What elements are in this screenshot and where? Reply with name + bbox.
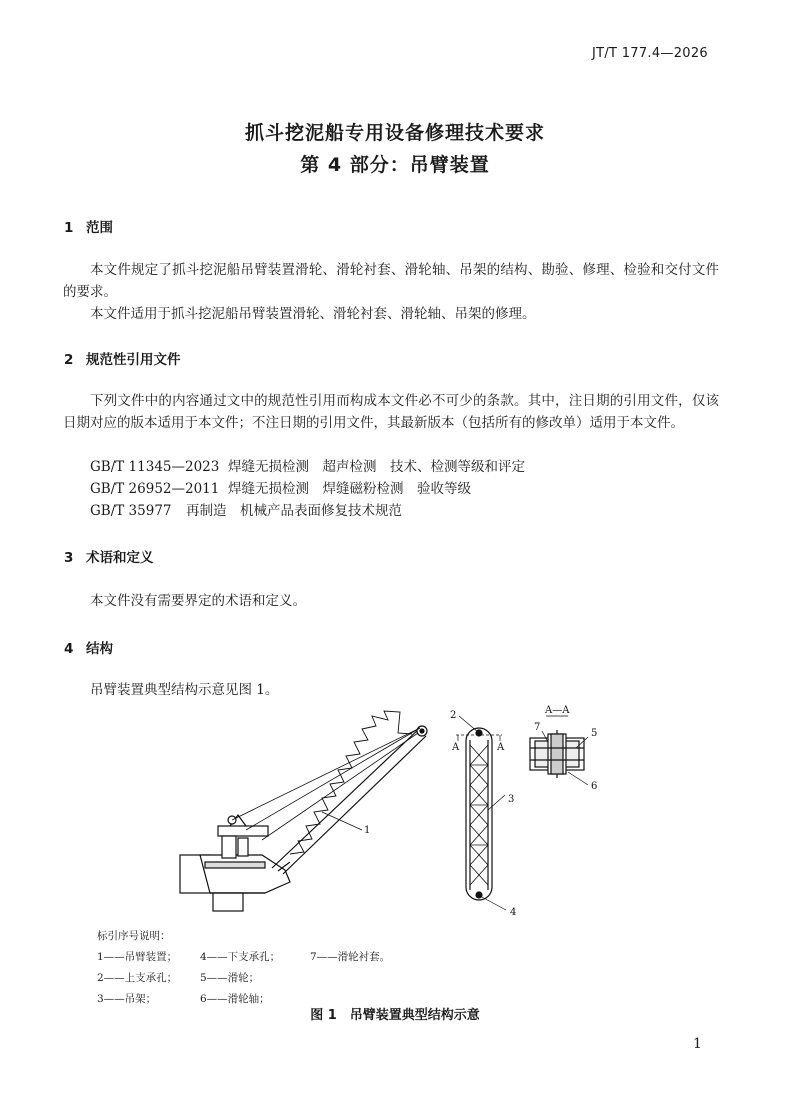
standard-code: JT/T 177.4—2026 — [591, 46, 708, 61]
legend-row: 3——吊架； 6——滑轮轴； — [97, 993, 270, 1005]
callout-6: 6 — [591, 781, 598, 792]
scope-paragraph-1: 本文件规定了抓斗挖泥船吊臂装置滑轮、滑轮衬套、滑轮轴、吊架的结构、勘验、修理、检验和交付文件的要求。 — [63, 262, 719, 300]
document-subtitle: 第 4 部分：吊臂装置 — [300, 154, 490, 176]
section-heading-normative: 2 规范性引用文件 — [64, 352, 181, 368]
callout-5: 5 — [591, 728, 598, 739]
figure-caption: 图 1 吊臂装置典型结构示意 — [310, 1008, 480, 1023]
section-label: A—A — [545, 705, 570, 716]
reference-item: GB/T 26952—2011 焊缝无损检测 焊缝磁粉检测 验收等级 — [90, 481, 471, 497]
callout-7: 7 — [534, 722, 541, 733]
scope-paragraph-2: 本文件适用于抓斗挖泥船吊臂装置滑轮、滑轮衬套、滑轮轴、吊架的修理。 — [90, 306, 536, 322]
reference-item: GB/T 11345—2023 焊缝无损检测 超声检测 技术、检测等级和评定 — [90, 459, 525, 475]
section-heading-terms: 3 术语和定义 — [64, 550, 154, 566]
figure-legend — [97, 926, 413, 1010]
document-title: 抓斗挖泥船专用设备修理技术要求 — [244, 122, 545, 144]
section-mark-right: A — [497, 742, 505, 753]
structure-paragraph: 吊臂装置典型结构示意见图 1。 — [90, 682, 279, 698]
crane-side-view — [180, 711, 427, 911]
callout-2: 2 — [450, 710, 457, 721]
normative-intro: 下列文件中的内容通过文中的规范性引用而构成本文件必不可少的条款。其中，注日期的引用文件，仅该日期对应的版本适用于本文件；不注日期的引用文件，其最新版本（包括所有的修改单）适用于本文件。 — [63, 393, 719, 431]
terms-paragraph: 本文件没有需要界定的术语和定义。 — [90, 593, 306, 609]
page-number: 1 — [693, 1036, 702, 1052]
callout-4: 4 — [510, 907, 517, 918]
reference-item: GB/T 35977 再制造 机械产品表面修复技术规范 — [90, 503, 402, 519]
section-heading-scope: 1 范围 — [64, 220, 113, 236]
callout-1: 1 — [364, 825, 371, 836]
section-heading-structure: 4 结构 — [64, 641, 113, 657]
legend-row: 2——上支承孔； 5——滑轮； — [97, 972, 260, 984]
callout-3: 3 — [508, 794, 515, 805]
legend-title: 标引序号说明： — [97, 930, 171, 942]
legend-row: 1——吊臂装置； 4——下支承孔； 7——滑轮衬套。 — [97, 951, 391, 963]
section-mark-left: A — [452, 742, 460, 753]
